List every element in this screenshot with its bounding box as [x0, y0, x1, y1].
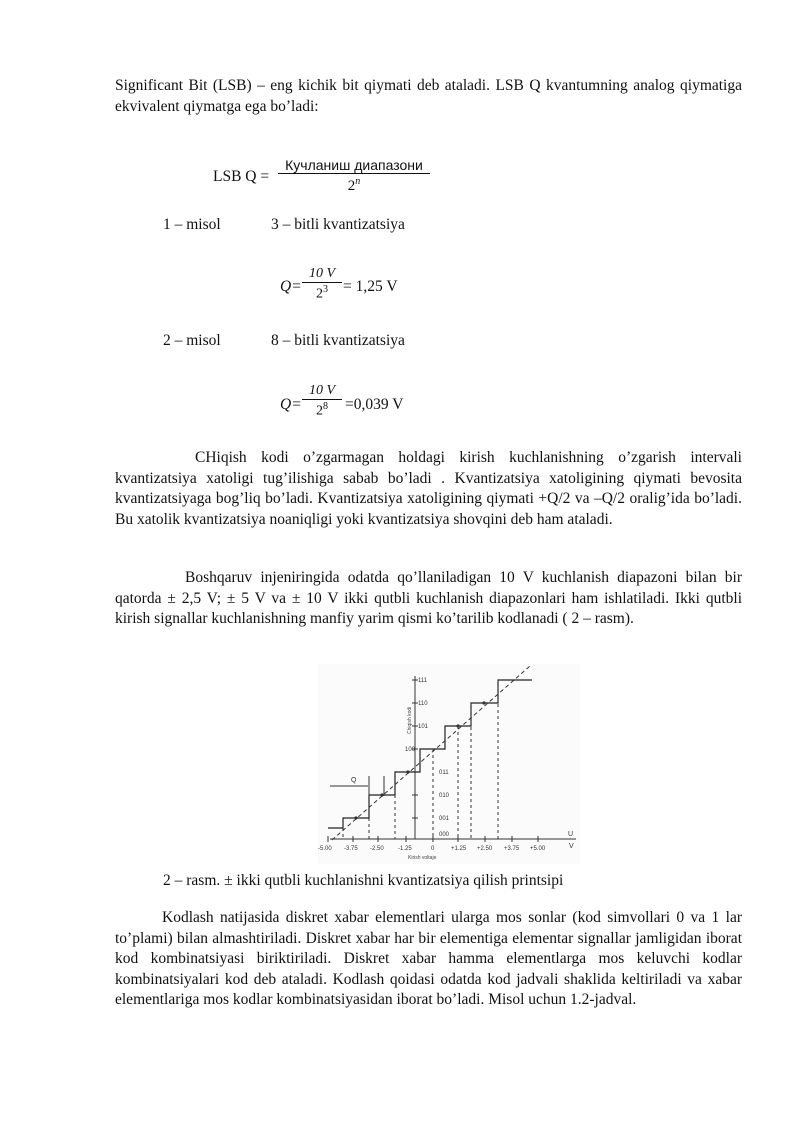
q-label: Q — [351, 777, 357, 784]
figure-caption: 2 – rasm. ± ikki qutbli kuchlanishni kvantizatsiya qilish printsipi — [163, 872, 564, 889]
x-axis-label: Kirish voltaje — [408, 855, 437, 861]
example2-denominator — [302, 400, 342, 420]
denominator-exponent: 8 — [323, 401, 328, 412]
code-label-010: 010 — [439, 793, 450, 799]
example2-fraction — [302, 383, 342, 420]
example1-result: = 1,25 V — [343, 278, 398, 295]
denominator-exponent: 3 — [323, 284, 328, 295]
x-tick-label: -5.00 — [318, 846, 332, 852]
v-label: V — [569, 843, 574, 850]
example2-numerator: 10 V — [302, 383, 342, 400]
x-tick-labels — [318, 846, 546, 852]
code-label-011: 011 — [439, 770, 449, 776]
paragraph-bipolar-ranges: Boshqaruv injeniringida odatda qo’llaniladigan 10 V kuchlanish diapazoni bilan bir qatorda ± 2,5 V; ± 5 V va ± 10 V ikki qutbli kuchlanish diapazonlari ham ishlatiladi. Ikki qutbli kirish signallar kuchlanishning manfiy yarim qismi ko’tarilib kodlanadi ( 2 – rasm). — [115, 569, 742, 627]
denominator-base: 2 — [347, 178, 356, 194]
denominator-base: 2 — [316, 286, 323, 302]
example1-denominator — [302, 283, 342, 303]
formula-lsb-denominator — [278, 174, 430, 195]
x-tick-label: -1.25 — [398, 846, 412, 852]
quantization-staircase-diagram — [318, 664, 580, 864]
example1-fraction — [302, 266, 342, 303]
example1-title: 3 – bitli kvantizatsiya — [271, 216, 405, 233]
example1-numerator: 10 V — [302, 266, 342, 283]
x-tick-label: -2.50 — [370, 846, 384, 852]
x-tick-label: +5.00 — [530, 846, 546, 852]
x-tick-label: 0 — [431, 846, 435, 852]
formula-lsb-numerator: Кучланиш диапазони — [278, 157, 430, 174]
u-label: U — [568, 831, 574, 838]
y-axis-label: Chiqish kodi — [407, 706, 413, 734]
code-label-101: 101 — [418, 724, 429, 730]
example1-lhs: Q= — [280, 278, 302, 295]
denominator-exponent: n — [355, 176, 361, 187]
x-tick-label: +2.50 — [477, 846, 493, 852]
code-label-001: 001 — [439, 816, 450, 822]
paragraph-lsb-intro: Significant Bit (LSB) – eng kichik bit qiymati deb ataladi. LSB Q kvantumning analog qiymatiga ekvivalent qiymatga ega bo’ladi: — [115, 77, 742, 115]
code-label-000: 000 — [439, 832, 450, 838]
x-tick-label: +3.75 — [504, 846, 520, 852]
paragraph-quantization-error: CHiqish kodi o’zgarmagan holdagi kirish kuchlanishning o’zgarish intervali kvantizatsiya xatoligi tug’ilishiga sabab bo’ladi . Kvantizatsiya xatoligining qiymati bevosita kvantizatsiyaga bog’liq bo’ladi. Kvantizatsiya xatoligining qiymati +Q/2 va –Q/2 oralig’ida bo’ladi. Bu xatolik kvantizatsiya noaniqligi yoki kvantizatsiya shovqini deb ham ataladi. — [115, 449, 742, 528]
ideal-transfer-line — [332, 666, 530, 840]
code-labels — [405, 678, 450, 838]
code-label-111: 111 — [418, 678, 428, 684]
paragraph-coding: Kodlash natijasida diskret xabar elementlari ularga mos sonlar (kod simvollari 0 va 1 lar to’plami) bilan almashtiriladi. Diskret xabar har bir elementiga elementar signallar jamligidan iborat kod kombinatsiyasi biriktiriladi. Diskret xabar hamma elementlarga mos keluvchi kodlar kombinatsiyalari kod deb ataladi. Kodlash qoidasi odatda kod jadvali shaklida keltiriladi va xabar elementlariga mos kodlar kombinatsiyasidan iborat bo’ladi. Misol uchun 1.2-jadval. — [115, 909, 742, 1008]
example2-lhs: Q= — [280, 396, 302, 413]
formula-lsb-fraction — [278, 157, 430, 195]
staircase-line — [328, 680, 532, 828]
example2-result: =0,039 V — [345, 396, 404, 413]
formula-lsb-lhs: LSB Q = — [213, 168, 270, 185]
example1-label: 1 – misol — [163, 216, 221, 233]
code-label-110: 110 — [418, 701, 428, 707]
quantization-figure — [318, 664, 580, 864]
x-tick-label: -3.75 — [344, 846, 358, 852]
x-tick-label: +1.25 — [451, 846, 467, 852]
example2-title: 8 – bitli kvantizatsiya — [271, 332, 405, 349]
denominator-base: 2 — [316, 403, 323, 419]
example2-label: 2 – misol — [163, 332, 221, 349]
code-label-100: 100 — [405, 747, 416, 753]
